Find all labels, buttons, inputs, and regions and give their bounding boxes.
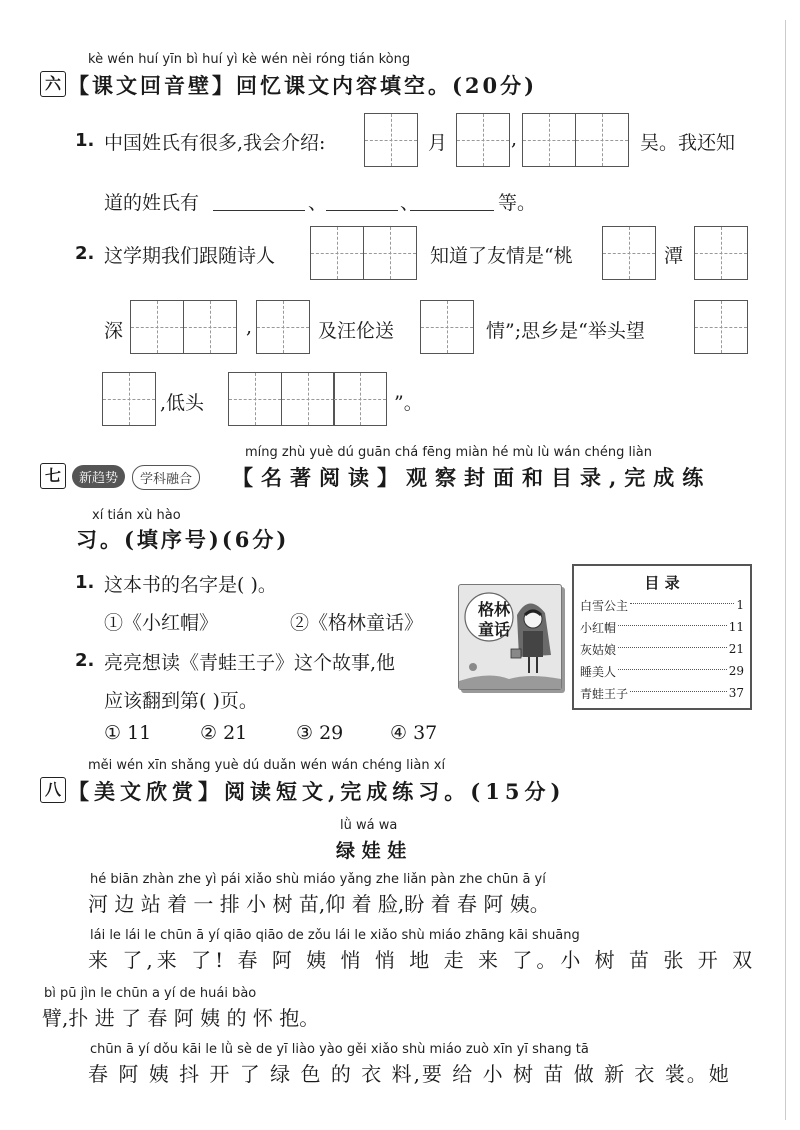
passage-line: 春 阿 姨 抖 开 了 绿 色 的 衣 料,要 给 小 树 苗 做 新 衣 裳。她 (88, 1062, 731, 1086)
writing-grid[interactable] (130, 300, 237, 354)
section7-title: 【名著阅读】观察封面和目录,完成练 (232, 465, 712, 490)
section6-badge: 六 (40, 71, 66, 97)
section7-title-2: 习。(填序号)(6分) (76, 527, 290, 552)
s7-q2-option-1[interactable]: ① 11 (104, 722, 152, 744)
section7-pinyin: míng zhù yuè dú guān chá fēng miàn hé mù lù wán chéng liàn (245, 445, 652, 460)
toc-item[interactable] (580, 660, 744, 682)
toc-heading: 目 录 (644, 574, 680, 592)
writing-grid[interactable] (310, 226, 417, 280)
subject-fusion-tag: 学科融合 (132, 465, 200, 490)
s7-q1-number: 1. (75, 572, 95, 593)
q2-number: 2. (75, 243, 95, 264)
section6-pinyin: kè wén huí yīn bì huí yì kè wén nèi róng tián kòng (88, 52, 411, 67)
writing-grid[interactable] (102, 372, 156, 426)
q2-text-g: 情”;思乡是“举头望 (486, 320, 645, 342)
toc-item[interactable] (580, 682, 744, 704)
writing-grid[interactable] (420, 300, 474, 354)
writing-grid[interactable] (694, 300, 748, 354)
writing-grid[interactable] (694, 226, 748, 280)
q1-text-d: 吴。我还知 (640, 132, 736, 154)
toc-item-name: 灰姑娘 (580, 642, 617, 657)
s7-q1-text: 这本书的名字是( )。 (104, 574, 277, 596)
s7-q2-option-2[interactable]: ② 21 (200, 722, 248, 744)
line-pinyin: bì pū jìn le chūn a yí de huái bào (44, 986, 257, 1001)
q1-text-a: 中国姓氏有很多,我会介绍: (104, 132, 326, 154)
q1-text-g: 、 (400, 192, 420, 214)
toc-item-name: 青蛙王子 (580, 686, 629, 701)
poem-title-pinyin: lǜ wá wa (340, 818, 398, 833)
q1-number: 1. (75, 130, 95, 151)
writing-grid[interactable] (456, 113, 510, 167)
answer-blank[interactable] (326, 190, 398, 211)
toc-item-name: 白雪公主 (580, 598, 629, 613)
q2-text-c: 潭 (664, 245, 684, 267)
q1-text-e: 道的姓氏有 (104, 192, 200, 214)
q2-text-d: 深 (104, 320, 124, 342)
s7-q2-text-a: 亮亮想读《青蛙王子》这个故事,他 (104, 652, 396, 674)
q2-text-h: ,低头 (160, 392, 205, 414)
toc-item[interactable] (580, 638, 744, 660)
toc-item-page: 21 (728, 642, 744, 656)
toc-item[interactable] (580, 616, 744, 638)
line-pinyin: chūn ā yí dǒu kāi le lǜ sè de yī liào yào gěi xiǎo shù miáo zuò xīn yī shang tā (90, 1042, 589, 1057)
book-cover-title: 格林 童话 (477, 600, 510, 639)
toc-item[interactable] (580, 594, 744, 616)
answer-blank[interactable] (213, 190, 305, 211)
s7-q2-number: 2. (75, 650, 95, 671)
writing-grid[interactable] (602, 226, 656, 280)
section7-pinyin-2: xí tián xù hào (92, 508, 181, 523)
writing-grid[interactable] (256, 300, 310, 354)
writing-grid[interactable] (522, 113, 629, 167)
q1-text-b: 月 (428, 132, 448, 154)
toc-item-name: 睡美人 (580, 664, 617, 679)
section8-title: 【美文欣赏】阅读短文,完成练习。(15分) (68, 779, 566, 804)
page-edge-rule (785, 20, 786, 1120)
q2-text-b: 知道了友情是“桃 (430, 245, 573, 267)
toc-item-page: 11 (728, 620, 744, 634)
new-trend-tag: 新趋势 (72, 465, 125, 488)
q2-text-a: 这学期我们跟随诗人 (104, 245, 276, 267)
toc-item-page: 29 (728, 664, 744, 678)
section8-badge: 八 (40, 777, 66, 803)
s7-q1-option-1[interactable]: ①《小红帽》 (104, 612, 219, 634)
s7-q2-option-4[interactable]: ④ 37 (390, 722, 438, 744)
q1-text-h: 等。 (498, 192, 537, 214)
q2-text-i: ”。 (394, 392, 423, 414)
passage-line: 来 了,来 了! 春 阿 姨 悄 悄 地 走 来 了。小 树 苗 张 开 双 (88, 948, 757, 972)
writing-grid[interactable] (364, 113, 418, 167)
q2-text-f: 及汪伦送 (318, 320, 395, 342)
toc-item-page: 1 (736, 598, 744, 612)
table-of-contents (572, 564, 752, 710)
poem-title: 绿 娃 娃 (336, 840, 407, 862)
section6-title: 【课文回音壁】回忆课文内容填空。(20分) (68, 73, 538, 98)
passage-line: 河 边 站 着 一 排 小 树 苗,仰 着 脸,盼 着 春 阿 姨。 (88, 892, 550, 916)
toc-item-name: 小红帽 (580, 620, 617, 635)
s7-q2-text-b: 应该翻到第( )页。 (104, 690, 258, 712)
q1-text-c: , (511, 128, 518, 150)
q1-text-f: 、 (308, 192, 328, 214)
writing-grid[interactable] (228, 372, 387, 426)
line-pinyin: hé biān zhàn zhe yì pái xiǎo shù miáo yǎng zhe liǎn pàn zhe chūn ā yí (90, 872, 546, 887)
q2-text-e: , (246, 316, 253, 338)
answer-blank[interactable] (410, 190, 494, 211)
section7-badge: 七 (40, 463, 66, 489)
s7-q1-option-2[interactable]: ②《格林童话》 (290, 612, 424, 634)
section8-pinyin: měi wén xīn shǎng yuè dú duǎn wén wán chéng liàn xí (88, 758, 446, 773)
line-pinyin: lái le lái le chūn ā yí qiāo qiāo de zǒu lái le xiǎo shù miáo zhāng kāi shuāng (90, 928, 580, 943)
toc-item-page: 37 (728, 686, 744, 700)
passage-line: 臂,扑 进 了 春 阿 姨 的 怀 抱。 (42, 1006, 320, 1030)
s7-q2-option-3[interactable]: ③ 29 (296, 722, 344, 744)
